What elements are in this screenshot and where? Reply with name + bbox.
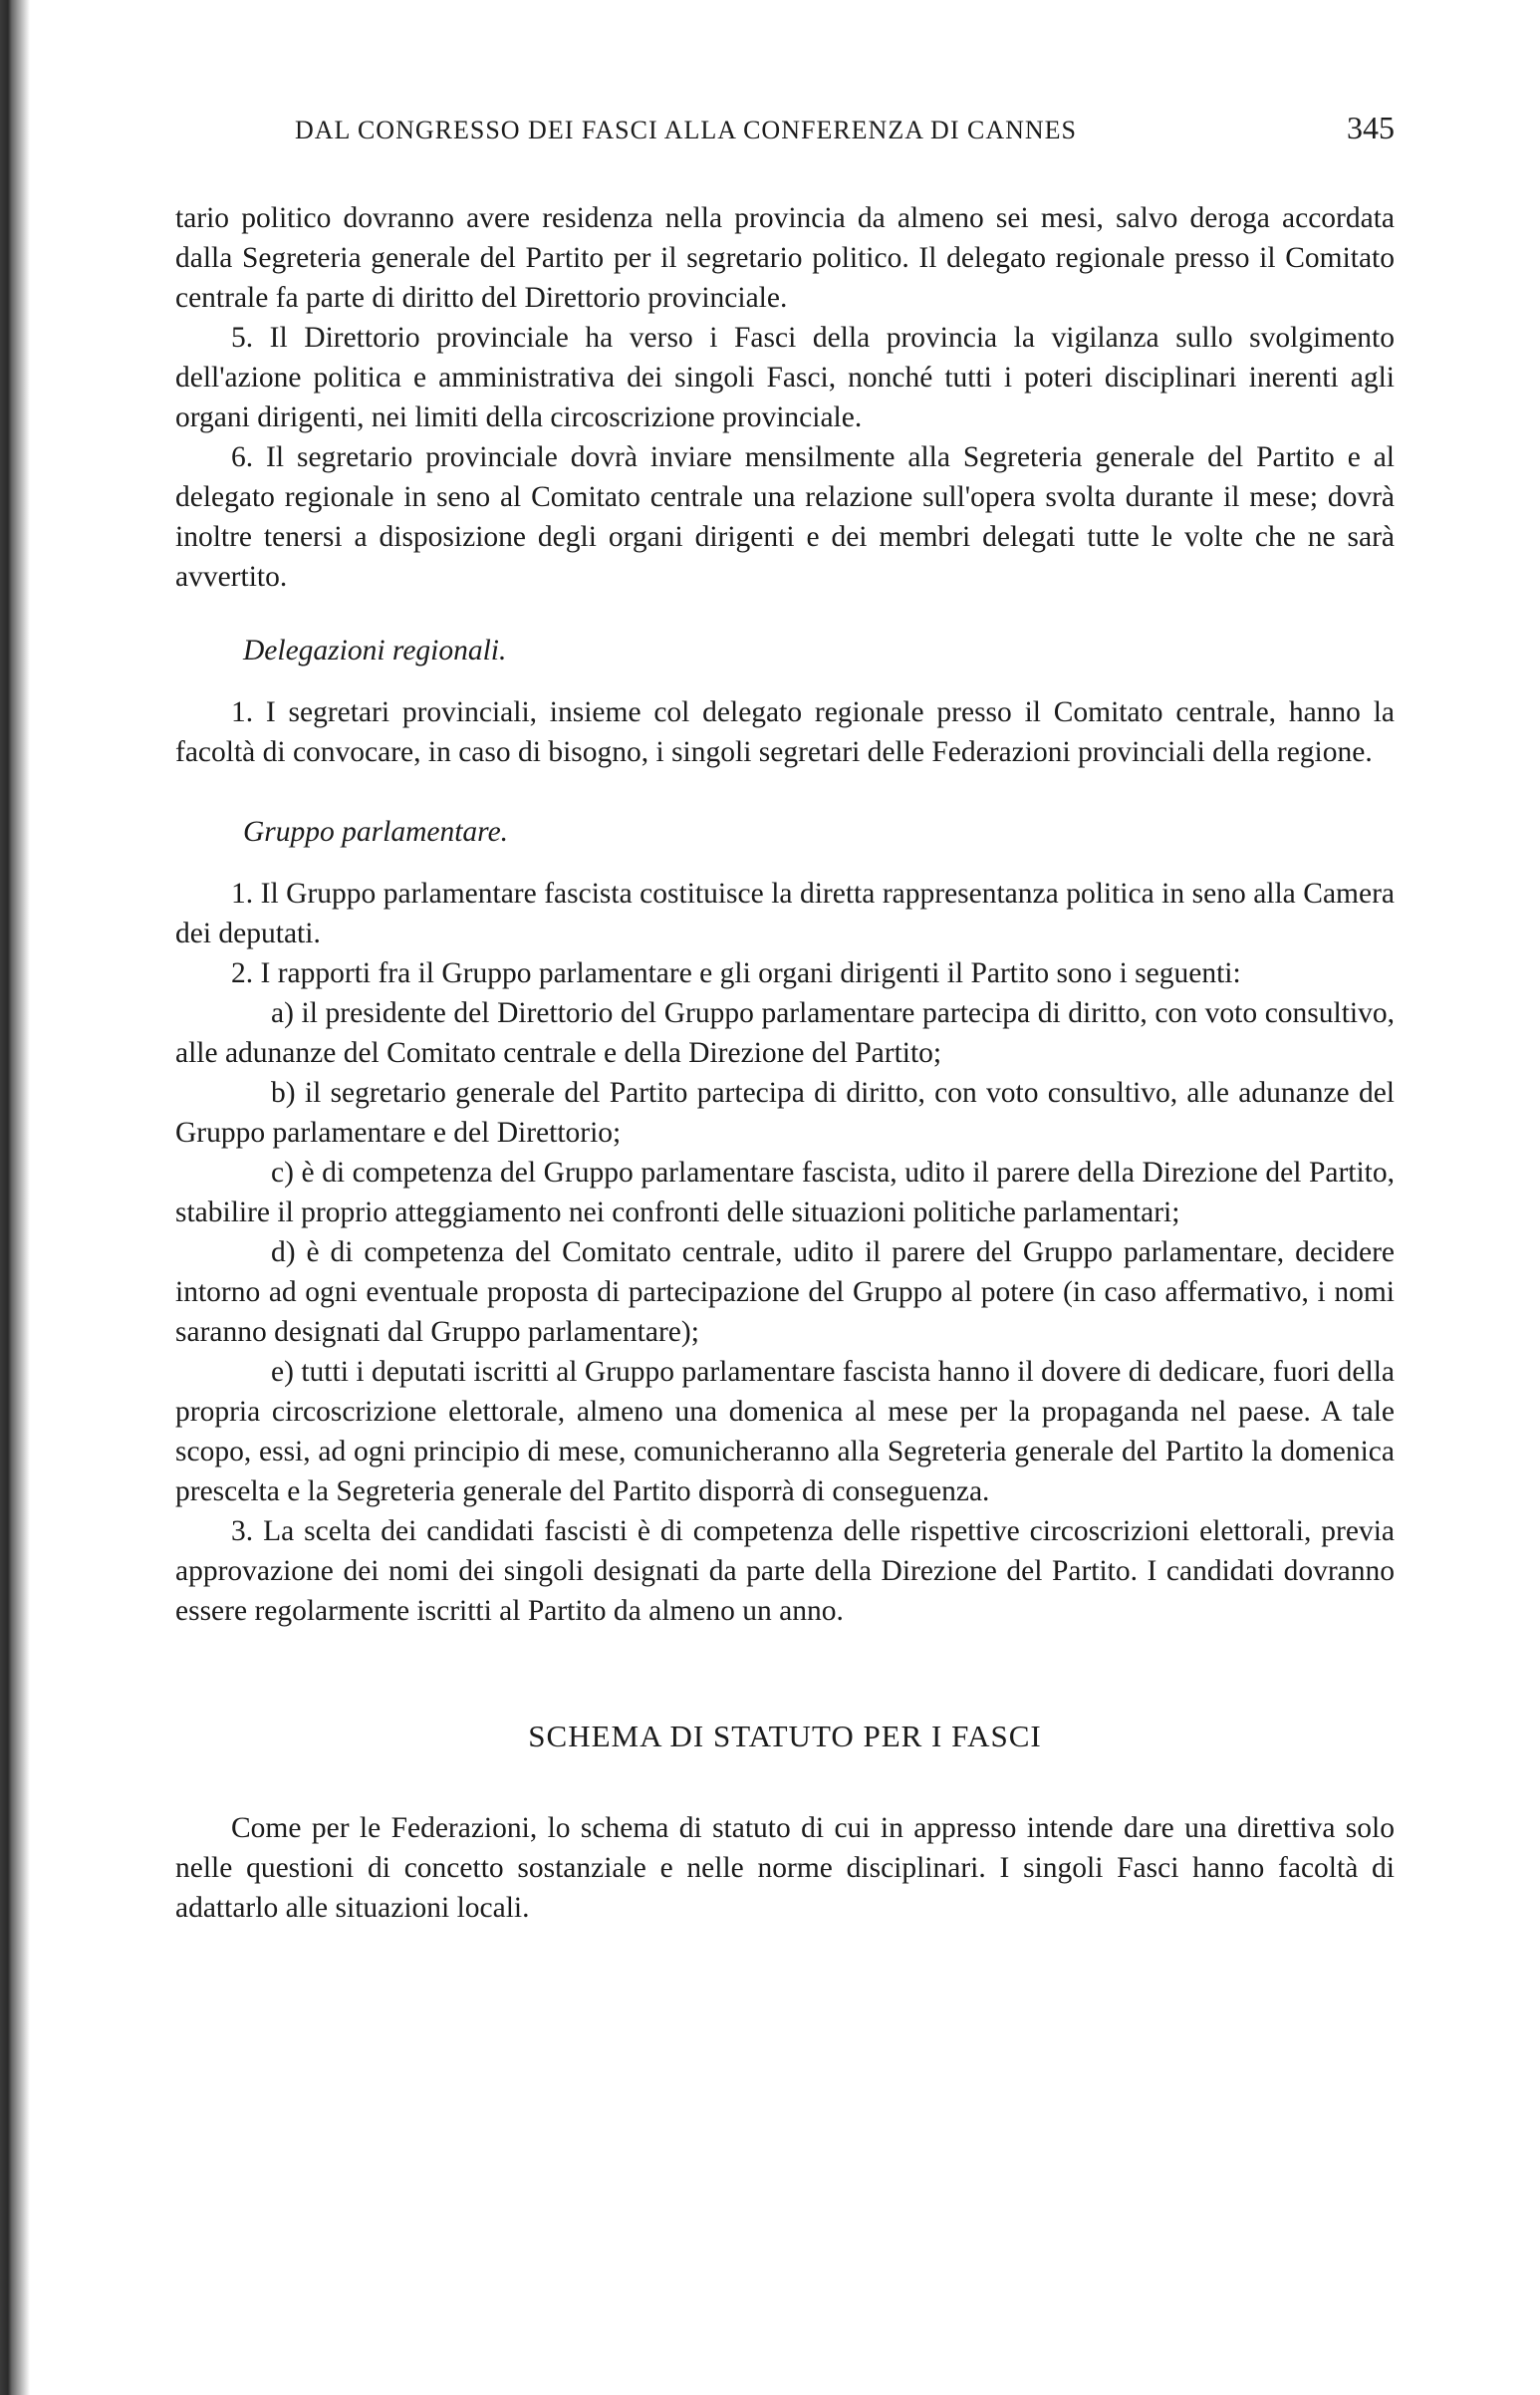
paragraph-gruppo-3: 3. La scelta dei candidati fascisti è di competenza delle rispettive circoscrizioni elettorali, previa approvazione dei nomi dei singoli designati da parte della Direzione del Partito. I candidati dovranno essere regolarmente iscritti al Partito da almeno un anno. — [175, 1515, 1395, 1627]
section-heading-delegazioni: Delegazioni regionali. — [243, 635, 507, 666]
paragraph-gruppo-1: 1. Il Gruppo parlamentare fascista costituisce la diretta rappresentanza politica in seno alla Camera dei deputati. — [175, 878, 1395, 949]
list-item-d: d) è di competenza del Comitato centrale, udito il parere del Gruppo parlamentare, decidere intorno ad ogni eventuale proposta di partecipazione del Gruppo al potere (in caso affermativo, i nomi saranno designati dal Gruppo parlamentare); — [175, 1236, 1395, 1348]
running-header — [295, 108, 1395, 150]
list-item-a: a) il presidente del Direttorio del Gruppo parlamentare partecipa di diritto, con voto consultivo, alle adunanze del Comitato centrale e della Direzione del Partito; — [175, 997, 1395, 1069]
paragraph-article-5: 5. Il Direttorio provinciale ha verso i Fasci della provincia la vigilanza sullo svolgimento dell'azione politica e amministrativa dei singoli Fasci, nonché tutti i poteri disciplinari inerenti agli organi dirigenti, nei limiti della circoscrizione provinciale. — [175, 322, 1395, 433]
paragraph-delegazioni-1: 1. I segretari provinciali, insieme col delegato regionale presso il Comitato centrale, hanno la facoltà di convocare, in caso di bisogno, i singoli segretari delle Federazioni provinciali della regione. — [175, 696, 1395, 768]
book-spine-shadow — [0, 0, 30, 2395]
list-item-b: b) il segretario generale del Partito partecipa di diritto, con voto consultivo, alle adunanze del Gruppo parlamentare e del Direttorio; — [175, 1077, 1395, 1149]
page-number: 345 — [1347, 110, 1395, 145]
section-heading-gruppo: Gruppo parlamentare. — [243, 816, 509, 848]
paragraph-gruppo-2: 2. I rapporti fra il Gruppo parlamentare e gli organi dirigenti il Partito sono i seguenti: — [231, 957, 1241, 989]
list-item-c: c) è di competenza del Gruppo parlamentare fascista, udito il parere della Direzione del Partito, stabilire il proprio atteggiamento nei confronti delle situazioni politiche parlamentari; — [175, 1157, 1395, 1228]
schema-heading: SCHEMA DI STATUTO PER I FASCI — [528, 1719, 1042, 1753]
running-header-title: DAL CONGRESSO DEI FASCI ALLA CONFERENZA DI CANNES — [295, 116, 1077, 144]
paragraph-continuation: tario politico dovranno avere residenza nella provincia da almeno sei mesi, salvo deroga accordata dalla Segreteria generale del Partito per il segretario politico. Il delegato regionale presso il Comitato centrale fa parte di diritto del Direttorio provinciale. — [175, 202, 1395, 314]
list-item-e: e) tutti i deputati iscritti al Gruppo parlamentare fascista hanno il dovere di dedicare, fuori della propria circoscrizione elettorale, almeno una domenica al mese per la propaganda nel paese. A tale scopo, essi, ad ogni principio di mese, comunicheranno alla Segreteria generale del Partito la domenica prescelta e la Segreteria generale del Partito disporrà di conseguenza. — [175, 1356, 1395, 1507]
paragraph-article-6: 6. Il segretario provinciale dovrà inviare mensilmente alla Segreteria generale del Partito e al delegato regionale in seno al Comitato centrale una relazione sull'opera svolta durante il mese; dovrà inoltre tenersi a disposizione degli organi dirigenti e dei membri delegati tutte le volte che ne sarà avvertito. — [175, 441, 1395, 593]
paragraph-schema-intro: Come per le Federazioni, lo schema di statuto di cui in appresso intende dare una direttiva solo nelle questioni di concetto sostanziale e nelle norme disciplinari. I singoli Fasci hanno facoltà di adattarlo alle situazioni locali. — [175, 1812, 1395, 1924]
page-body — [175, 108, 1395, 1928]
